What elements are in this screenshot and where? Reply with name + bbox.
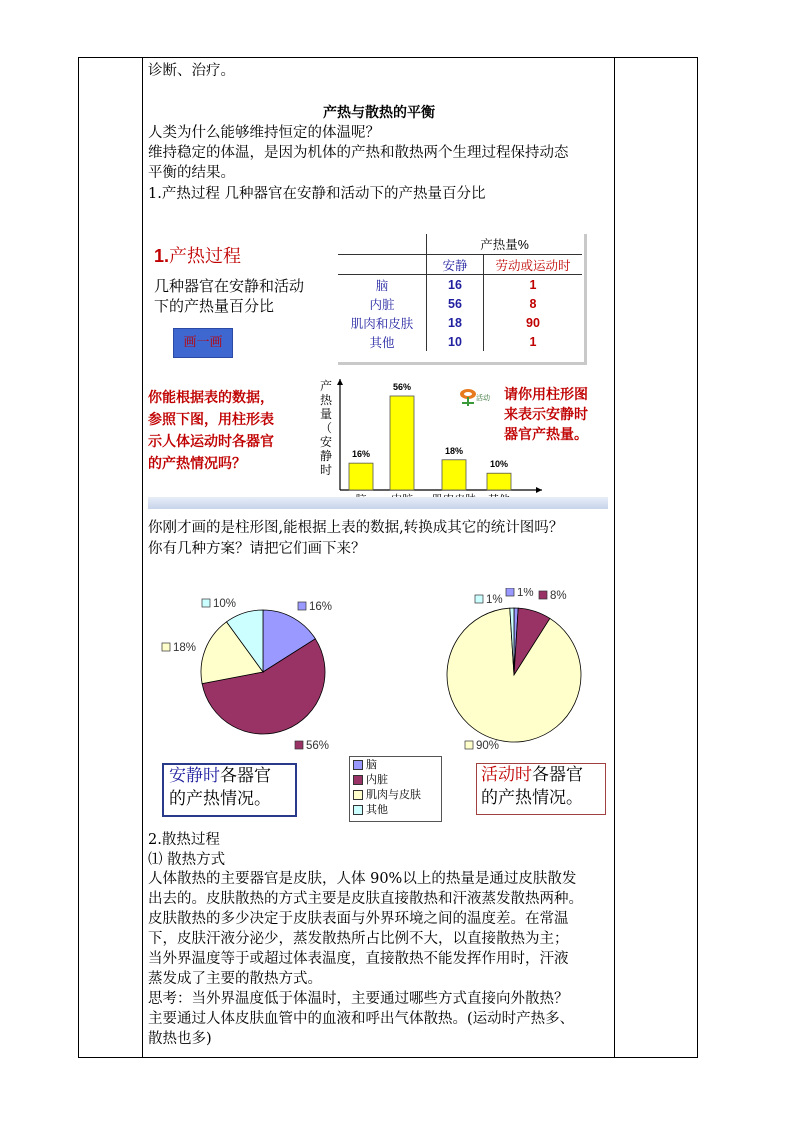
table-row-active: 8 — [529, 296, 537, 311]
heat-table-panel — [338, 234, 587, 365]
slide2-left-line: 的产热情况吗？ — [148, 456, 246, 472]
table-border-left — [78, 57, 79, 1058]
ylabel-char: 静 — [320, 449, 333, 463]
slide2-right-text — [504, 385, 588, 445]
ylabel-char: 时 — [320, 463, 333, 477]
slide2-left-line: 你能根据表的数据， — [148, 390, 274, 406]
legend-item — [353, 787, 441, 802]
legend-swatch — [353, 775, 363, 785]
legend-label: 肌肉与皮肤 — [366, 788, 421, 801]
slide1-desc-line1: 几种器官在安静和活动 — [154, 277, 305, 295]
legend-label: 内脏 — [366, 773, 388, 786]
table-row-organ: 脑 — [338, 275, 427, 295]
pie-rest-slice-label: 56% — [306, 740, 330, 752]
para-line: 皮肤散热的多少决定于皮肤表面与外界环境之间的温度差。在常温 — [148, 911, 569, 927]
section2-heading: 2.散热过程 — [148, 832, 220, 848]
caption-rest-box — [162, 763, 297, 817]
caption-rest-line2: 的产热情况。 — [169, 789, 271, 809]
table-row-organ: 其他 — [338, 332, 427, 351]
heat-table-corner — [338, 234, 427, 255]
table-border-top — [78, 57, 698, 58]
table-row-active: 90 — [526, 315, 540, 330]
heading-1: 1.产热过程 几种器官在安静和活动下的产热量百分比 — [148, 186, 486, 202]
table-row-organ: 肌肉和皮肤 — [338, 313, 427, 332]
para-line: 人体散热的主要器官是皮肤，人体 90%以上的热量是通过皮肤散发 — [148, 871, 577, 887]
draw-button-label: 画一画 — [183, 335, 223, 350]
bar-value-label: 10% — [489, 459, 509, 470]
pie-active-label-swatch — [539, 591, 547, 599]
slide1-title: 1.产热过程 — [154, 246, 242, 267]
table-row-active: 1 — [529, 277, 537, 292]
slide2-left-line: 示人体运动时各器官 — [148, 434, 274, 450]
bar-x-arrow — [536, 487, 542, 493]
legend-swatch — [353, 805, 363, 815]
pie-rest-slice-label: 16% — [309, 601, 333, 613]
pie-charts — [148, 588, 608, 758]
activity-icon — [458, 385, 492, 407]
legend-label: 其他 — [366, 803, 388, 816]
ylabel-char: （ — [320, 421, 333, 435]
pie-active-slice-label: 1% — [486, 594, 503, 606]
legend-swatch — [353, 790, 363, 800]
draw-button[interactable] — [173, 328, 233, 358]
bar — [390, 396, 414, 490]
heat-table — [338, 234, 582, 351]
table-row-rest: 10 — [427, 332, 484, 351]
question-1: 人类为什么能够维持恒定的体温呢？ — [148, 125, 380, 141]
bar — [442, 460, 466, 490]
bar-value-label: 18% — [444, 445, 464, 456]
caption-active-em: 活动时 — [481, 765, 532, 785]
ylabel-char: 热 — [320, 393, 333, 407]
pie-rest-label-swatch — [202, 599, 210, 607]
bar — [487, 473, 511, 490]
heat-table-col-rest: 安静 — [427, 255, 484, 275]
section-title: 产热与散热的平衡 — [323, 105, 435, 121]
para-line: 出去的。皮肤散热的方式主要是皮肤直接散热和汗液蒸发散热两种。 — [148, 891, 583, 907]
heat-table-header-top: 产热量% — [427, 234, 583, 255]
answer-1-line2: 平衡的结果。 — [148, 165, 235, 181]
answer-1-line1: 维持稳定的体温，是因为机体的产热和散热两个生理过程保持动态 — [148, 145, 569, 161]
para-line: 当外界温度等于或超过体表温度，直接散热不能发挥作用时，汗液 — [148, 951, 569, 967]
para-line: 散热也多) — [148, 1031, 212, 1047]
pie-active-label-swatch — [475, 595, 483, 603]
slide2-right-line: 器官产热量。 — [504, 427, 588, 443]
pie-active-label-swatch — [465, 741, 473, 749]
caption-active-line1 — [481, 764, 605, 787]
heat-table-col-active: 劳动或运动时 — [484, 255, 583, 275]
legend-item — [353, 757, 441, 772]
slide-heat-table — [148, 232, 584, 364]
question-2-line1: 你刚才画的是柱形图,能根据上表的数据,转换成其它的统计图吗？ — [148, 520, 564, 536]
caption-active-line2: 的产热情况。 — [481, 788, 583, 808]
bar — [349, 463, 373, 490]
slide1-title-visible: 产热过程 — [169, 246, 242, 267]
para-line: 思考：当外界温度低于体温时，主要通过哪些方式直接向外散热？ — [148, 991, 569, 1007]
legend-label: 脑 — [366, 758, 377, 771]
pie-rest-label-swatch — [295, 741, 303, 749]
pie-rest-label-swatch — [162, 643, 170, 651]
para-line: 蒸发成了主要的散热方式。 — [148, 971, 322, 987]
bar-y-arrow — [337, 379, 343, 385]
pie-active-slice-label: 8% — [550, 590, 567, 602]
caption-active-box — [476, 763, 606, 815]
heat-table-corner-2 — [338, 255, 427, 275]
section2-sub: ⑴ 散热方式 — [148, 852, 226, 868]
slide1-desc-line2: 下的产热量百分比 — [154, 297, 275, 315]
pie-active-slice-label: 1% — [517, 588, 534, 599]
bar-value-label: 56% — [392, 382, 412, 392]
slide2-right-line: 请你用柱形图 — [504, 387, 588, 403]
table-row-rest: 16 — [427, 275, 484, 295]
caption-rest-line1 — [169, 765, 295, 788]
caption-rest-em: 安静时 — [169, 766, 220, 786]
section2-paragraph — [148, 870, 614, 1050]
ylabel-char: 产 — [320, 379, 333, 393]
table-divider-1 — [142, 57, 143, 1058]
legend-swatch — [353, 760, 363, 770]
caption-active-rest: 各器官 — [532, 765, 583, 785]
slide2-right-line: 来表示安静时 — [504, 407, 588, 423]
para-line: 主要通过人体皮肤血管中的血液和呼出气体散热。(运动时产热多、 — [148, 1011, 575, 1027]
ylabel-char: 量 — [320, 407, 333, 421]
table-row-rest: 56 — [427, 294, 484, 313]
pie-legend — [349, 756, 442, 822]
slide2-bottom-band — [148, 497, 608, 509]
pie-rest-label-swatch — [298, 602, 306, 610]
top-text: 诊断、治疗。 — [148, 63, 235, 79]
question-2-line2: 你有几种方案？请把它们画下来？ — [148, 541, 366, 557]
caption-rest-rest: 各器官 — [220, 766, 271, 786]
slide2-left-line: 参照下图，用柱形表 — [148, 412, 274, 428]
table-row-organ: 内脏 — [338, 294, 427, 313]
bar-value-label: 16% — [351, 449, 371, 460]
pie-active-slice-label: 90% — [476, 740, 500, 752]
pie-rest-slice-label: 10% — [213, 598, 237, 610]
table-divider-2 — [614, 57, 615, 1058]
table-row-active: 1 — [529, 334, 537, 349]
ylabel-char: 安 — [320, 435, 333, 449]
pie-rest-slice-label: 18% — [173, 642, 197, 654]
para-line: 下，皮肤汗液分泌少，蒸发散热所占比例不大，以直接散热为主； — [148, 931, 569, 947]
slide-bar-chart — [148, 373, 608, 511]
activity-label: 活动 — [476, 395, 490, 402]
table-border-right — [697, 57, 698, 1058]
legend-item — [353, 802, 441, 817]
table-row-rest: 18 — [427, 313, 484, 332]
pie-active-label-swatch — [506, 588, 514, 596]
legend-item — [353, 772, 441, 787]
table-border-bottom — [78, 1057, 698, 1058]
